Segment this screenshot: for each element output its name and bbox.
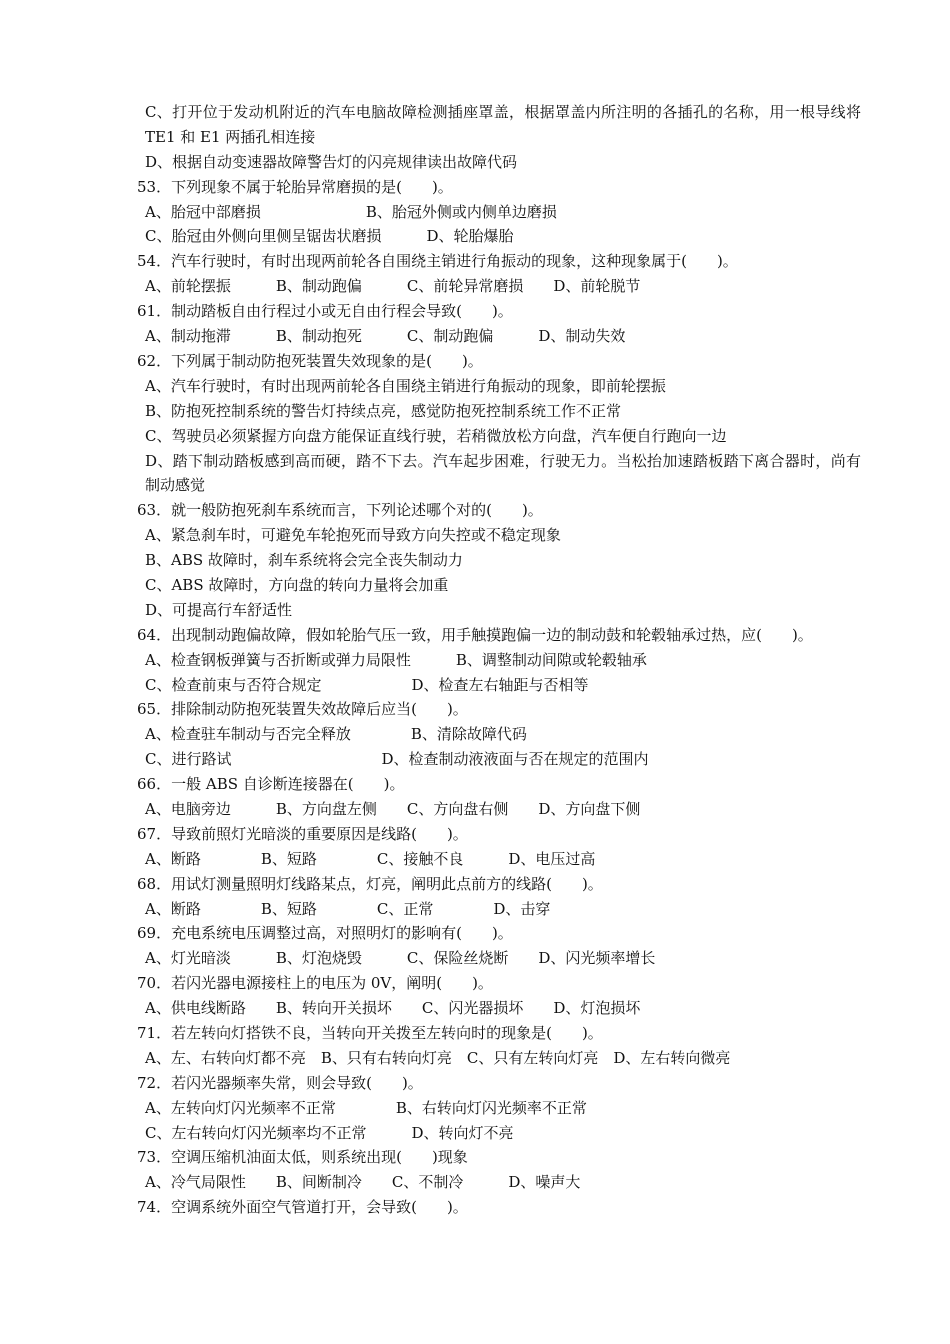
answer-option: A、检查钢板弹簧与否折断或弹力局限性 B、调整制动间隙或轮毂轴承	[145, 650, 647, 669]
answer-option: C、驾驶员必须紧握方向盘方能保证直线行驶，若稍微放松方向盘，汽车便自行跑向一边	[145, 426, 727, 445]
question-text: 73．空调压缩机油面太低，则系统出现( )现象	[137, 1148, 468, 1167]
answer-option: C、ABS 故障时，方向盘的转向力量将会加重	[145, 575, 449, 594]
answer-option: A、检查驻车制动与否完全释放 B、清除故障代码	[145, 725, 527, 744]
question-text: 63．就一般防抱死刹车系统而言，下列论述哪个对的( )。	[137, 501, 543, 520]
answer-option: A、制动拖滞 B、制动抱死 C、制动跑偏 D、制动失效	[145, 327, 626, 346]
question-text: 69．充电系统电压调整过高，对照明灯的影响有( )。	[137, 924, 513, 943]
question-text: 70．若闪光器电源接柱上的电压为 0V，阐明( )。	[137, 974, 493, 993]
question-list	[137, 100, 861, 1220]
question-text: 72．若闪光器频率失常，则会导致( )。	[137, 1073, 423, 1092]
answer-option: D、踏下制动踏板感到高而硬，踏不下去。汽车起步困难，行驶无力。当松抬加速踏板踏下离合器时，尚有制动感觉	[145, 451, 861, 495]
answer-option: C、左右转向灯闪光频率均不正常 D、转向灯不亮	[145, 1123, 514, 1142]
answer-option: A、胎冠中部磨损 B、胎冠外侧或内侧单边磨损	[145, 202, 557, 221]
answer-option: A、紧急刹车时，可避免车轮抱死而导致方向失控或不稳定现象	[145, 526, 561, 545]
question-text: 54．汽车行驶时，有时出现两前轮各自围绕主销进行角振动的现象，这种现象属于( )。	[137, 252, 738, 271]
answer-option: B、防抱死控制系统的警告灯持续点亮，感觉防抱死控制系统工作不正常	[145, 401, 622, 420]
answer-option: C、胎冠由外侧向里侧呈锯齿状磨损 D、轮胎爆胎	[145, 227, 514, 246]
answer-option: D、根据自动变速器故障警告灯的闪亮规律读出故障代码	[145, 152, 518, 171]
question-text: 66．一般 ABS 自诊断连接器在( )。	[137, 775, 405, 794]
answer-option: A、左、右转向灯都不亮 B、只有右转向灯亮 C、只有左转向灯亮 D、左右转向微亮	[145, 1048, 731, 1067]
question-text: 74．空调系统外面空气管道打开，会导致( )。	[137, 1198, 468, 1217]
answer-option: C、进行路试 D、检查制动液液面与否在规定的范围内	[145, 750, 649, 769]
answer-option: D、可提高行车舒适性	[145, 600, 293, 619]
question-text: 61．制动踏板自由行程过小或无自由行程会导致( )。	[137, 302, 513, 321]
answer-option: A、灯光暗淡 B、灯泡烧毁 C、保险丝烧断 D、闪光频率增长	[145, 949, 656, 968]
question-text: 67．导致前照灯光暗淡的重要原因是线路( )。	[137, 824, 468, 843]
answer-option: A、电脑旁边 B、方向盘左侧 C、方向盘右侧 D、方向盘下侧	[145, 800, 641, 819]
answer-option: C、检查前束与否符合规定 D、检查左右轴距与否相等	[145, 675, 589, 694]
question-text: 62．下列属于制动防抱死装置失效现象的是( )。	[137, 351, 483, 370]
answer-option: A、前轮摆振 B、制动跑偏 C、前轮异常磨损 D、前轮脱节	[145, 277, 641, 296]
answer-option: A、断路 B、短路 C、正常 D、击穿	[145, 899, 551, 918]
answer-option: B、ABS 故障时，刹车系统将会完全丧失制动力	[145, 551, 463, 570]
answer-option: A、断路 B、短路 C、接触不良 D、电压过高	[145, 849, 596, 868]
question-text: 53．下列现象不属于轮胎异常磨损的是( )。	[137, 177, 453, 196]
answer-option: A、供电线断路 B、转向开关损坏 C、闪光器损坏 D、灯泡损坏	[145, 999, 641, 1018]
answer-option: A、汽车行驶时，有时出现两前轮各自围绕主销进行角振动的现象，即前轮摆振	[145, 376, 666, 395]
answer-option: A、左转向灯闪光频率不正常 B、右转向灯闪光频率不正常	[145, 1098, 587, 1117]
answer-option: C、打开位于发动机附近的汽车电脑故障检测插座罩盖，根据罩盖内所注明的各插孔的名称，用一根导线将 TE1 和 E1 两插孔相连接	[145, 103, 861, 146]
question-text: 68．用试灯测量照明灯线路某点，灯亮，阐明此点前方的线路( )。	[137, 874, 603, 893]
question-text: 65．排除制动防抱死装置失效故障后应当( )。	[137, 700, 468, 719]
answer-option: A、冷气局限性 B、间断制冷 C、不制冷 D、噪声大	[145, 1173, 581, 1192]
question-text: 71．若左转向灯搭铁不良，当转向开关拨至左转向时的现象是( )。	[137, 1024, 603, 1043]
question-text: 64．出现制动跑偏故障，假如轮胎气压一致，用手触摸跑偏一边的制动鼓和轮毂轴承过热，应( )。	[137, 625, 813, 644]
